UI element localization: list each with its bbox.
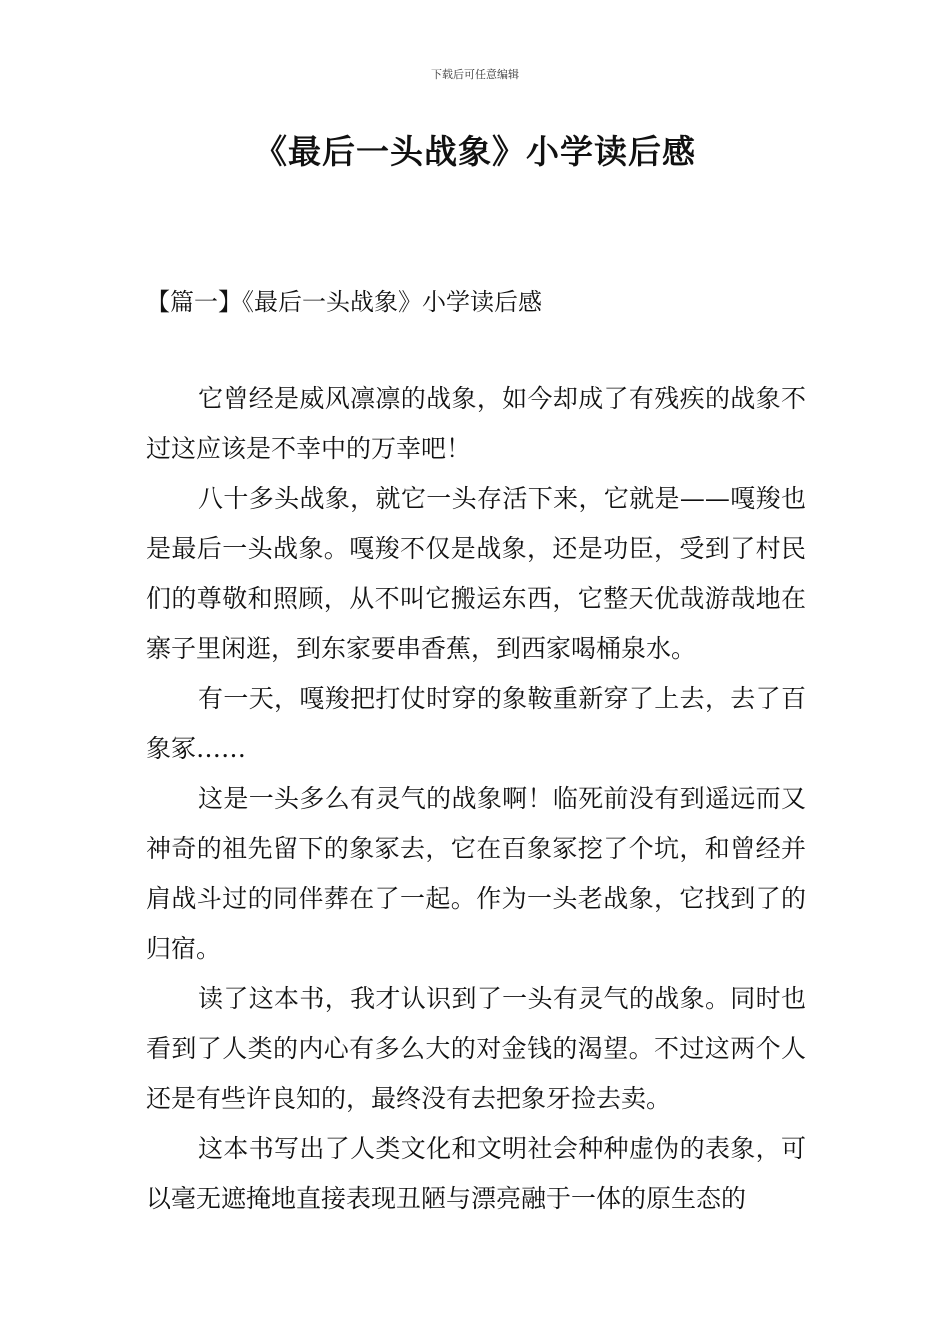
paragraph-6: 这本书写出了人类文化和文明社会种种虚伪的表象，可以毫无遮掩地直接表现丑陋与漂亮融于一体的原生态的 (146, 1134, 806, 1213)
paragraph-5: 读了这本书，我才认识到了一头有灵气的战象。同时也看到了人类的内心有多么大的对金钱的渴望。不过这两个人还是有些许良知的，最终没有去把象牙捡去卖。 (146, 984, 806, 1113)
paragraph-1: 它曾经是威风凛凛的战象，如今却成了有残疾的战象不过这应该是不幸中的万幸吧！ (146, 384, 806, 463)
paragraph-4: 这是一头多么有灵气的战象啊！临死前没有到遥远而又神奇的祖先留下的象冢去，它在百象冢挖了个坑，和曾经并肩战斗过的同伴葬在了一起。作为一头老战象，它找到了的归宿。 (146, 784, 806, 963)
section-heading: 【篇一】《最后一头战象》小学读后感 (146, 288, 542, 316)
document-title: 《最后一头战象》小学读后感 (254, 132, 696, 171)
body-text (146, 374, 806, 1224)
paragraph-3: 有一天，嘎羧把打仗时穿的象鞍重新穿了上去，去了百象冢…… (146, 684, 806, 763)
paragraph-2: 八十多头战象，就它一头存活下来，它就是——嘎羧也是最后一头战象。嘎羧不仅是战象，还是功臣，受到了村民们的尊敬和照顾，从不叫它搬运东西，它整天优哉游哉地在寨子里闲逛，到东家要串香蕉，到西家喝桶泉水。 (146, 484, 806, 663)
header-note: 下载后可任意编辑 (431, 68, 519, 81)
